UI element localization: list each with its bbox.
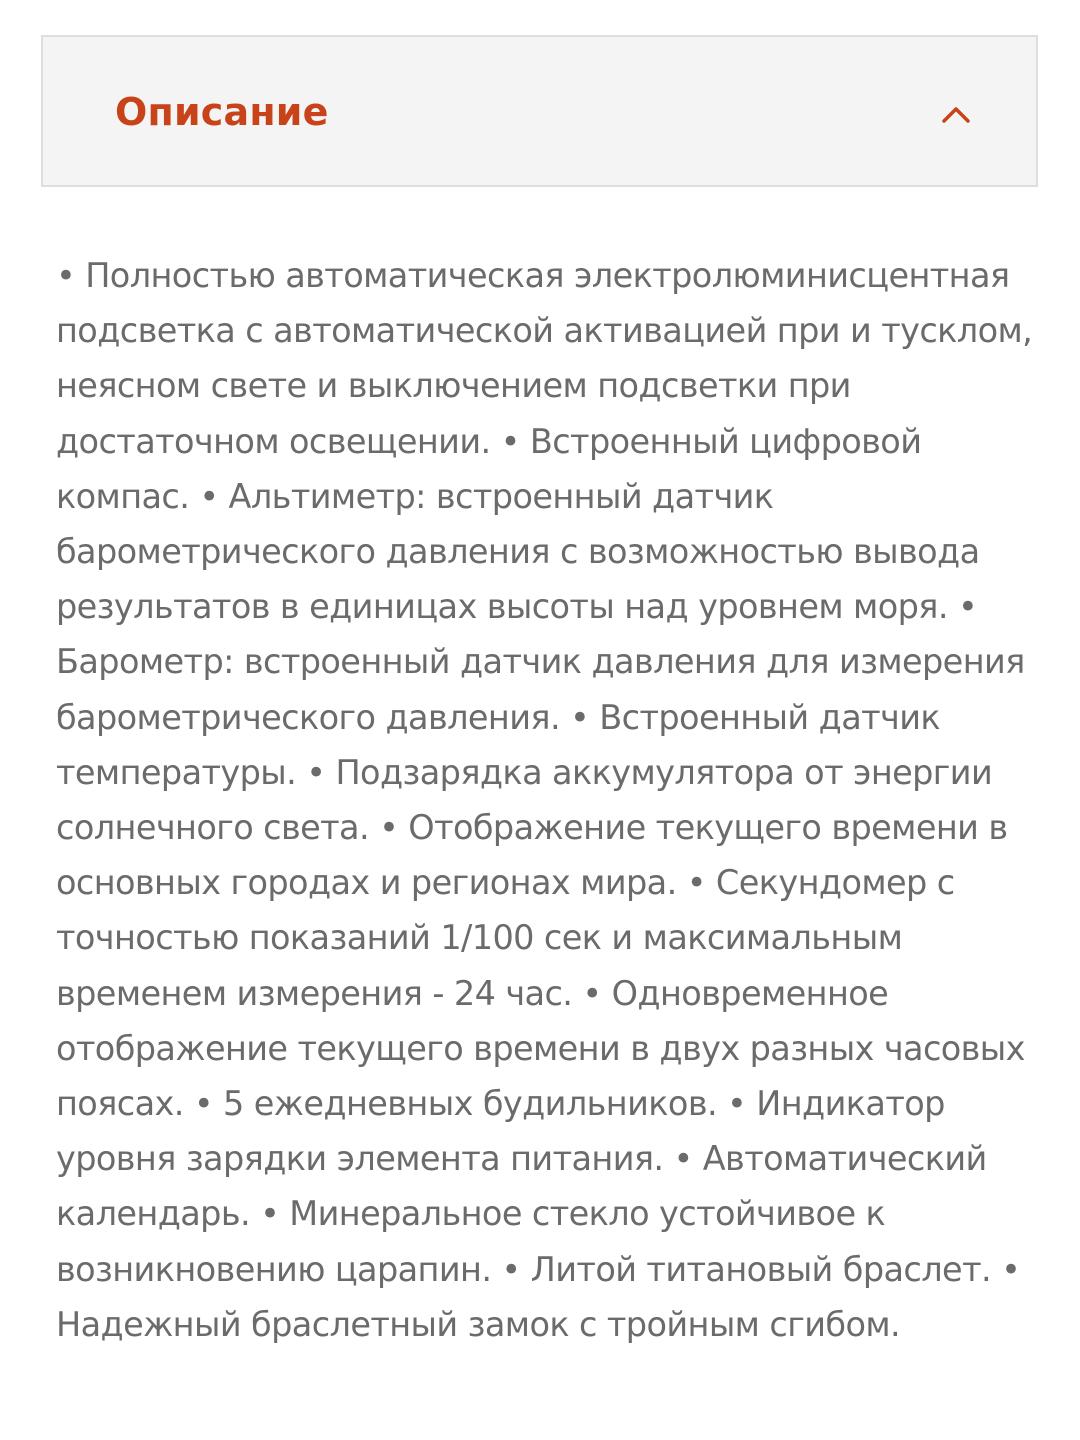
chevron-up-icon[interactable] [936, 95, 976, 131]
accordion-title: Описание [115, 90, 329, 134]
product-description-text: • Полностью автоматическая электролюминисцентная подсветка с автоматической активацией при и тусклом, неясном свете и выключением подсветки при достаточном освещении. • Встроенный цифровой компас. • Альтиметр: встроенный датчик барометрического давления с возможностью вывода результатов в единицах высоты над уровнем моря. • Барометр: встроенный датчик давления для измерения барометрического давления. • Встроенный датчик температуры. • Подзарядка аккумулятора от энергии солнечного света. • Отображение текущего времени в основных городах и регионах мира. • Секундомер с точностью показаний 1/100 сек и максимальным временем измерения - 24 час. • Одновременное отображение текущего времени в двух разных часовых поясах. • 5 ежедневных будильников. • Индикатор уровня зарядки элемента питания. • Автоматический календарь. • Минеральное стекло устойчивое к возникновению царапин. • Литой титановый браслет. • Надежный браслетный замок с тройным сгибом. [56, 256, 1033, 1344]
description-accordion-header[interactable] [41, 35, 1038, 187]
